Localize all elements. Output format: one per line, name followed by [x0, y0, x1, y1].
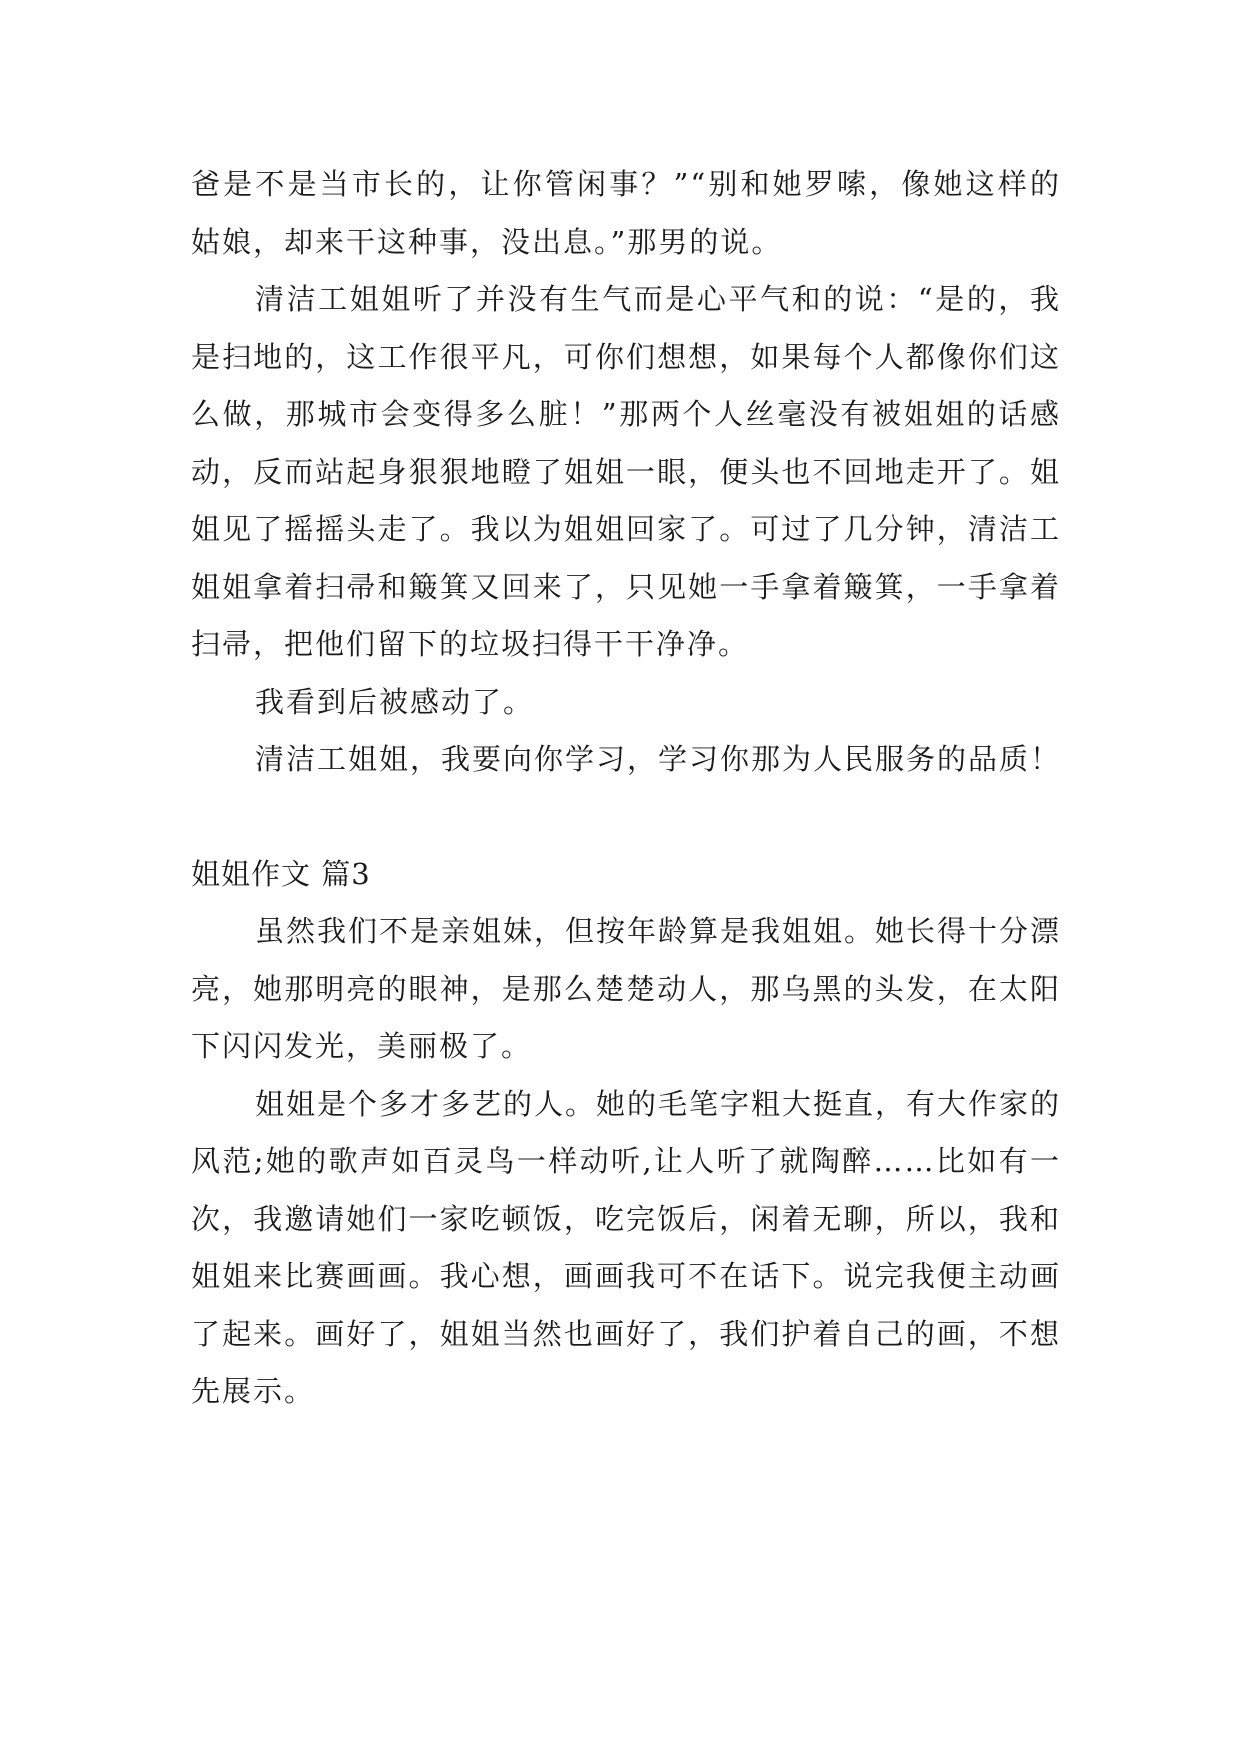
- paragraph-talents: 姐姐是个多才多艺的人。她的毛笔字粗大挺直，有大作家的风范;她的歌声如百灵鸟一样动听,让人听了就陶醉……比如有一次，我邀请她们一家吃顿饭，吃完饭后，闲着无聊，所以，我和姐姐来比赛画画。我心想，画画我可不在话下。说完我便主动画了起来。画好了，姐姐当然也画好了，我们护着自己的画，不想先展示。: [191, 1086, 1062, 1408]
- paragraph-learn: 清洁工姐姐，我要向你学习，学习你那为人民服务的品质！: [255, 742, 1062, 776]
- paragraph-moved: 我看到后被感动了。: [255, 684, 535, 719]
- paragraph-continuation: 爸是不是当市长的，让你管闲事？”“别和她罗嗦，像她这样的姑娘，却来干这种事，没出息。”那男的说。: [191, 167, 1061, 259]
- paragraph-cleaner-reply: 清洁工姐姐听了并没有生气而是心平气和的说：“是的，我是扫地的，这工作很平凡，可你们想想，如果每个人都像你们这么做，那城市会变得多么脏！”那两个人丝毫没有被姐姐的话感动，反而站起身狠狠地瞪了姐姐一眼，便头也不回地走开了。姐姐见了摇摇头走了。我以为姐姐回家了。可过了几分钟，清洁工姐姐拿着扫帚和簸箕又回来了，只见她一手拿着簸箕，一手拿着扫帚，把他们留下的垃圾扫得干干净净。: [191, 282, 1061, 661]
- section-title: 姐姐作文 篇3: [191, 856, 371, 891]
- paragraph-appearance: 虽然我们不是亲姐妹，但按年龄算是我姐姐。她长得十分漂亮，她那明亮的眼神，是那么楚楚动人，那乌黑的头发，在太阳下闪闪发光，美丽极了。: [191, 914, 1062, 1063]
- document-body: [191, 156, 1061, 1421]
